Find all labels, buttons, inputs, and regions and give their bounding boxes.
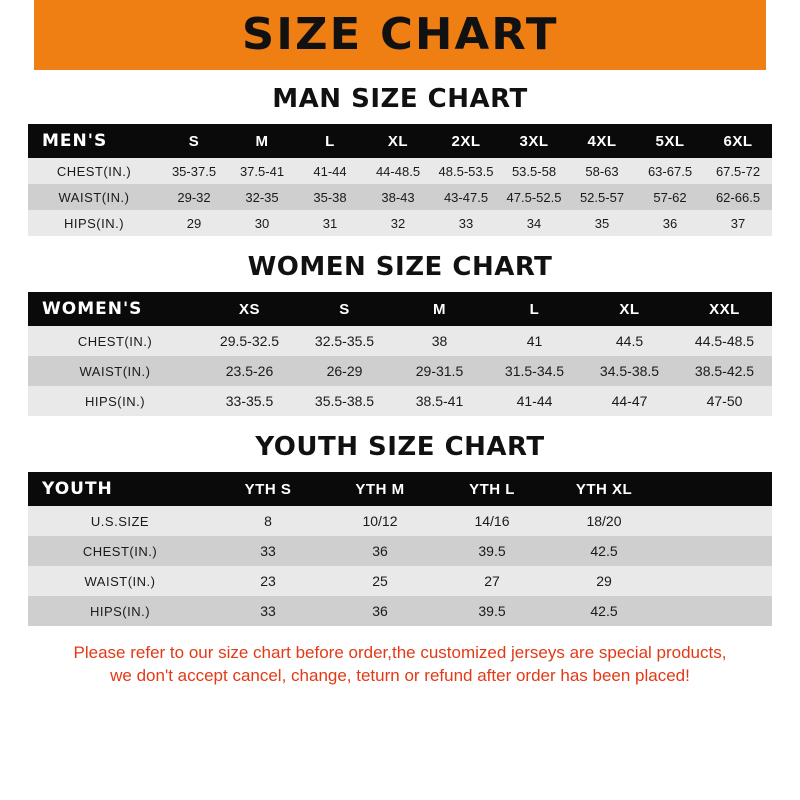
table-row [28, 210, 772, 236]
youth-row-2-label: WAIST(IN.) [28, 566, 212, 596]
man-r0-c3: 44-48.5 [364, 158, 432, 184]
youth-r0-spacer [660, 506, 772, 536]
man-col-8: 6XL [704, 124, 772, 158]
man-col-3: XL [364, 124, 432, 158]
youth-r1-c1: 36 [324, 536, 436, 566]
table-row [28, 158, 772, 184]
youth-r2-c3: 29 [548, 566, 660, 596]
man-r1-c8: 62-66.5 [704, 184, 772, 210]
man-r2-c3: 32 [364, 210, 432, 236]
man-header-row [28, 124, 772, 158]
youth-r0-c3: 18/20 [548, 506, 660, 536]
women-row-0-label: CHEST(IN.) [28, 326, 202, 356]
man-r0-c5: 53.5-58 [500, 158, 568, 184]
women-r2-c3: 41-44 [487, 386, 582, 416]
man-r1-c7: 57-62 [636, 184, 704, 210]
women-col-0: XS [202, 292, 297, 326]
man-col-0: S [160, 124, 228, 158]
man-r2-c1: 30 [228, 210, 296, 236]
man-row-2-label: HIPS(IN.) [28, 210, 160, 236]
note-line-2: we don't accept cancel, change, teturn or refund after order has been placed! [110, 665, 690, 685]
man-size-table [28, 124, 772, 236]
man-table-head [28, 124, 772, 158]
youth-r0-c1: 10/12 [324, 506, 436, 536]
table-row [28, 326, 772, 356]
women-r1-c3: 31.5-34.5 [487, 356, 582, 386]
women-r1-c0: 23.5-26 [202, 356, 297, 386]
youth-r2-c2: 27 [436, 566, 548, 596]
youth-col-0: YTH S [212, 472, 324, 506]
youth-row-3-label: HIPS(IN.) [28, 596, 212, 626]
youth-col-2: YTH L [436, 472, 548, 506]
man-r0-c1: 37.5-41 [228, 158, 296, 184]
man-r2-c8: 37 [704, 210, 772, 236]
header-right-spacer [766, 0, 800, 70]
youth-row-1-label: CHEST(IN.) [28, 536, 212, 566]
youth-r3-c0: 33 [212, 596, 324, 626]
page-title: SIZE CHART [241, 9, 559, 60]
table-row [28, 356, 772, 386]
header-band [0, 0, 800, 70]
man-r2-c0: 29 [160, 210, 228, 236]
man-r0-c8: 67.5-72 [704, 158, 772, 184]
youth-col-1: YTH M [324, 472, 436, 506]
man-r1-c6: 52.5-57 [568, 184, 636, 210]
man-r0-c7: 63-67.5 [636, 158, 704, 184]
women-header-label: WOMEN'S [28, 292, 202, 326]
order-policy-note [28, 642, 772, 688]
women-r2-c5: 47-50 [677, 386, 772, 416]
women-r0-c5: 44.5-48.5 [677, 326, 772, 356]
header-left-spacer [0, 0, 34, 70]
women-table-body [28, 326, 772, 416]
youth-r1-c3: 42.5 [548, 536, 660, 566]
women-r0-c3: 41 [487, 326, 582, 356]
youth-r1-c0: 33 [212, 536, 324, 566]
women-section-title: WOMEN SIZE CHART [247, 252, 553, 282]
women-col-5: XXL [677, 292, 772, 326]
youth-size-table-wrapper [28, 472, 772, 626]
youth-r3-spacer [660, 596, 772, 626]
man-col-4: 2XL [432, 124, 500, 158]
man-r1-c0: 29-32 [160, 184, 228, 210]
women-r0-c1: 32.5-35.5 [297, 326, 392, 356]
women-table-head [28, 292, 772, 326]
women-r1-c4: 34.5-38.5 [582, 356, 677, 386]
man-col-2: L [296, 124, 364, 158]
youth-header-label: YOUTH [28, 472, 212, 506]
women-col-4: XL [582, 292, 677, 326]
women-header-row [28, 292, 772, 326]
man-r1-c1: 32-35 [228, 184, 296, 210]
youth-r0-c0: 8 [212, 506, 324, 536]
women-r2-c1: 35.5-38.5 [297, 386, 392, 416]
youth-section-title: YOUTH SIZE CHART [255, 432, 545, 462]
man-table-body [28, 158, 772, 236]
women-r1-c1: 26-29 [297, 356, 392, 386]
youth-r2-c1: 25 [324, 566, 436, 596]
youth-r2-c0: 23 [212, 566, 324, 596]
youth-r3-c2: 39.5 [436, 596, 548, 626]
women-col-1: S [297, 292, 392, 326]
man-r0-c6: 58-63 [568, 158, 636, 184]
women-r1-c2: 29-31.5 [392, 356, 487, 386]
man-row-1-label: WAIST(IN.) [28, 184, 160, 210]
women-size-table [28, 292, 772, 416]
youth-col-spacer [660, 472, 772, 506]
man-r2-c7: 36 [636, 210, 704, 236]
man-r0-c0: 35-37.5 [160, 158, 228, 184]
women-col-2: M [392, 292, 487, 326]
man-col-5: 3XL [500, 124, 568, 158]
man-r0-c2: 41-44 [296, 158, 364, 184]
women-r1-c5: 38.5-42.5 [677, 356, 772, 386]
man-r1-c2: 35-38 [296, 184, 364, 210]
man-col-6: 4XL [568, 124, 636, 158]
women-row-2-label: HIPS(IN.) [28, 386, 202, 416]
man-row-0-label: CHEST(IN.) [28, 158, 160, 184]
table-row [28, 566, 772, 596]
table-row [28, 184, 772, 210]
man-r1-c5: 47.5-52.5 [500, 184, 568, 210]
youth-table-body [28, 506, 772, 626]
youth-col-3: YTH XL [548, 472, 660, 506]
youth-r1-spacer [660, 536, 772, 566]
women-row-1-label: WAIST(IN.) [28, 356, 202, 386]
youth-r3-c3: 42.5 [548, 596, 660, 626]
man-r0-c4: 48.5-53.5 [432, 158, 500, 184]
man-header-label: MEN'S [28, 124, 160, 158]
man-size-table-wrapper [28, 124, 772, 236]
man-section-title: MAN SIZE CHART [272, 84, 528, 114]
content [0, 70, 800, 688]
women-r2-c2: 38.5-41 [392, 386, 487, 416]
man-col-7: 5XL [636, 124, 704, 158]
women-r0-c0: 29.5-32.5 [202, 326, 297, 356]
youth-table-head [28, 472, 772, 506]
man-r1-c4: 43-47.5 [432, 184, 500, 210]
women-r0-c4: 44.5 [582, 326, 677, 356]
table-row [28, 386, 772, 416]
youth-r2-spacer [660, 566, 772, 596]
table-row [28, 506, 772, 536]
women-col-3: L [487, 292, 582, 326]
women-size-table-wrapper [28, 292, 772, 416]
table-row [28, 536, 772, 566]
women-r0-c2: 38 [392, 326, 487, 356]
women-r2-c0: 33-35.5 [202, 386, 297, 416]
table-row [28, 596, 772, 626]
note-line-1: Please refer to our size chart before order,the customized jerseys are special products, [73, 643, 727, 662]
youth-r3-c1: 36 [324, 596, 436, 626]
man-r2-c2: 31 [296, 210, 364, 236]
man-col-1: M [228, 124, 296, 158]
man-r2-c5: 34 [500, 210, 568, 236]
youth-row-0-label: U.S.SIZE [28, 506, 212, 536]
youth-header-row [28, 472, 772, 506]
man-r1-c3: 38-43 [364, 184, 432, 210]
man-r2-c4: 33 [432, 210, 500, 236]
youth-r0-c2: 14/16 [436, 506, 548, 536]
women-r2-c4: 44-47 [582, 386, 677, 416]
youth-size-table [28, 472, 772, 626]
youth-r1-c2: 39.5 [436, 536, 548, 566]
man-r2-c6: 35 [568, 210, 636, 236]
